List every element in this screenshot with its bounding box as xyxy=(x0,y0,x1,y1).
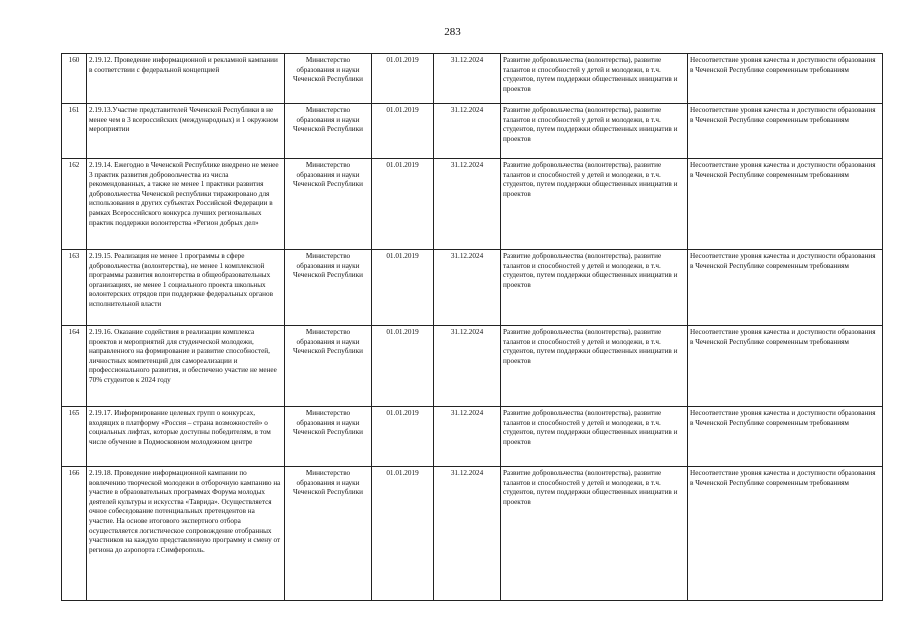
row-number: 163 xyxy=(62,250,87,326)
ministry-cell: Министерство образования и науки Чеченской Республики xyxy=(285,326,372,407)
activity-cell: 2.19.14. Ежегодно в Чеченской Республике внедрено не менее 3 практик развития добровольчества из числа рекомендованных, а также не менее 1 практики развития добровольчества Чеченской республики тиражировано для использования в других субъектах Российской Федерации в рамках Всероссийского конкурса лучших региональных практик поддержки волонтерства «Регион добрых дел» xyxy=(87,159,285,250)
end-date-cell: 31.12.2024 xyxy=(434,250,501,326)
start-date-cell: 01.01.2019 xyxy=(372,326,434,407)
activity-cell: 2.19.18. Проведение информационной кампании по вовлечению творческой молодежи в отборочную кампанию на участие в образовательных программах Форума молодых деятелей культуры и искусства «Таврида». Осуществляется очное собеседование потенциальных претендентов на участие. На основе итогового экспертного отбора осуществляется логистическое сопровождение отобранных участников на каждую представленную программу и смену от региона до аэропорта г.Симферополь. xyxy=(87,467,285,601)
table-row xyxy=(62,407,883,467)
ministry-cell: Министерство образования и науки Чеченской Республики xyxy=(285,407,372,467)
row-number: 160 xyxy=(62,54,87,104)
row-number: 162 xyxy=(62,159,87,250)
ministry-cell: Министерство образования и науки Чеченской Республики xyxy=(285,159,372,250)
risk-cell: Несоответствие уровня качества и доступности образования в Чеченской Республике современным требованиям xyxy=(688,104,883,159)
risk-cell: Несоответствие уровня качества и доступности образования в Чеченской Республике современным требованиям xyxy=(688,326,883,407)
end-date-cell: 31.12.2024 xyxy=(434,326,501,407)
row-number: 164 xyxy=(62,326,87,407)
risk-cell: Несоответствие уровня качества и доступности образования в Чеченской Республике современным требованиям xyxy=(688,407,883,467)
table-row xyxy=(62,326,883,407)
end-date-cell: 31.12.2024 xyxy=(434,104,501,159)
result-cell: Развитие добровольчества (волонтерства), развитие талантов и способностей у детей и молодежи, в т.ч. студентов, путем поддержки общественных инициатив и проектов xyxy=(501,407,688,467)
end-date-cell: 31.12.2024 xyxy=(434,54,501,104)
page-number: 283 xyxy=(444,26,461,38)
start-date-cell: 01.01.2019 xyxy=(372,54,434,104)
activity-cell: 2.19.12. Проведение информационной и рекламной кампании в соответствии с федеральной концепцией xyxy=(87,54,285,104)
table-row xyxy=(62,104,883,159)
activity-cell: 2.19.17. Информирование целевых групп о конкурсах, входящих в платформу «Россия – страна возможностей» о социальных лифтах, которые доступны победителям, в том числе обучение в Подмосковном молодежном центре xyxy=(87,407,285,467)
result-cell: Развитие добровольчества (волонтерства), развитие талантов и способностей у детей и молодежи, в т.ч. студентов, путем поддержки общественных инициатив и проектов xyxy=(501,326,688,407)
risk-cell: Несоответствие уровня качества и доступности образования в Чеченской Республике современным требованиям xyxy=(688,467,883,601)
risk-cell: Несоответствие уровня качества и доступности образования в Чеченской Республике современным требованиям xyxy=(688,159,883,250)
start-date-cell: 01.01.2019 xyxy=(372,104,434,159)
end-date-cell: 31.12.2024 xyxy=(434,467,501,601)
end-date-cell: 31.12.2024 xyxy=(434,407,501,467)
ministry-cell: Министерство образования и науки Чеченской Республики xyxy=(285,467,372,601)
start-date-cell: 01.01.2019 xyxy=(372,250,434,326)
activity-cell: 2.19.13.Участие представителей Чеченской Республики в не менее чем в 3 всероссийских (международных) и 1 окружном мероприятии xyxy=(87,104,285,159)
start-date-cell: 01.01.2019 xyxy=(372,407,434,467)
activities-table xyxy=(61,53,883,601)
result-cell: Развитие добровольчества (волонтерства), развитие талантов и способностей у детей и молодежи, в т.ч. студентов, путем поддержки общественных инициатив и проектов xyxy=(501,54,688,104)
table-row xyxy=(62,54,883,104)
start-date-cell: 01.01.2019 xyxy=(372,467,434,601)
activity-cell: 2.19.16. Оказание содействия в реализации комплекса проектов и мероприятий для студенческой молодежи, направленного на формирование и развитие способностей, личностных компетенций для самореализации и профессионального развития, и обеспечено участие не менее 70% студентов к 2024 году xyxy=(87,326,285,407)
ministry-cell: Министерство образования и науки Чеченской Республики xyxy=(285,104,372,159)
row-number: 165 xyxy=(62,407,87,467)
row-number: 166 xyxy=(62,467,87,601)
activity-cell: 2.19.15. Реализация не менее 1 программы в сфере добровольчества (волонтерства), не менее 1 комплексной программы развития волонтерства в общеобразовательных организациях, не менее 1 социального проекта школьных волонтерских отрядов при поддержке федеральных органов исполнительной власти xyxy=(87,250,285,326)
table-row xyxy=(62,467,883,601)
risk-cell: Несоответствие уровня качества и доступности образования в Чеченской Республике современным требованиям xyxy=(688,54,883,104)
result-cell: Развитие добровольчества (волонтерства), развитие талантов и способностей у детей и молодежи, в т.ч. студентов, путем поддержки общественных инициатив и проектов xyxy=(501,159,688,250)
ministry-cell: Министерство образования и науки Чеченской Республики xyxy=(285,250,372,326)
end-date-cell: 31.12.2024 xyxy=(434,159,501,250)
result-cell: Развитие добровольчества (волонтерства), развитие талантов и способностей у детей и молодежи, в т.ч. студентов, путем поддержки общественных инициатив и проектов xyxy=(501,104,688,159)
row-number: 161 xyxy=(62,104,87,159)
result-cell: Развитие добровольчества (волонтерства), развитие талантов и способностей у детей и молодежи, в т.ч. студентов, путем поддержки общественных инициатив и проектов xyxy=(501,467,688,601)
table-row xyxy=(62,159,883,250)
risk-cell: Несоответствие уровня качества и доступности образования в Чеченской Республике современным требованиям xyxy=(688,250,883,326)
start-date-cell: 01.01.2019 xyxy=(372,159,434,250)
ministry-cell: Министерство образования и науки Чеченской Республики xyxy=(285,54,372,104)
result-cell: Развитие добровольчества (волонтерства), развитие талантов и способностей у детей и молодежи, в т.ч. студентов, путем поддержки общественных инициатив и проектов xyxy=(501,250,688,326)
table-row xyxy=(62,250,883,326)
